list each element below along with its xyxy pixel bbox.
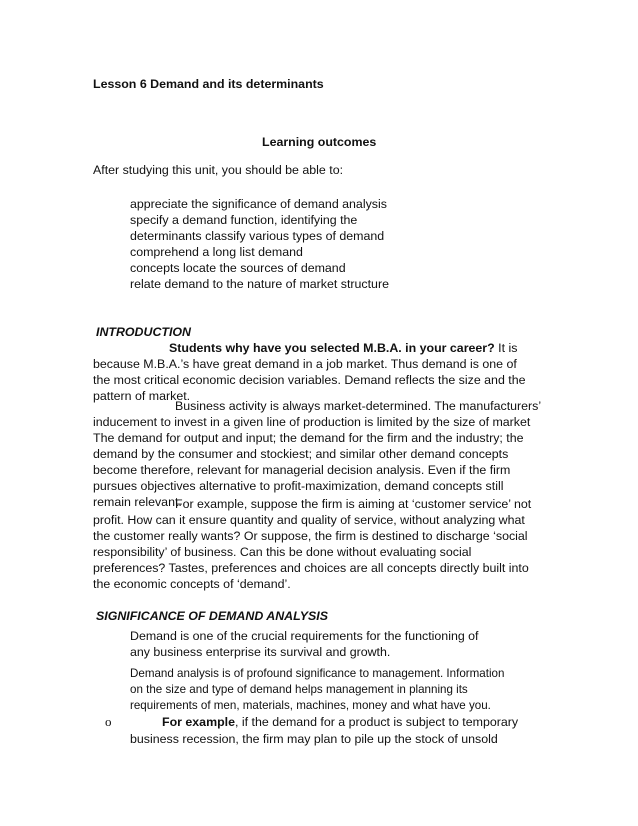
paragraph-line: any business enterprise its survival and growth.: [130, 645, 391, 659]
outcome-line: comprehend a long list demand: [130, 245, 303, 259]
outcome-line: appreciate the significance of demand analysis: [130, 197, 387, 211]
paragraph-line: requirements of men, materials, machines, money and what have you.: [130, 699, 491, 712]
example-text: , if the demand for a product is subject to temporary: [235, 715, 519, 729]
outcome-line: specify a demand function, identifying the: [130, 213, 358, 227]
paragraph-line: preferences? Tastes, preferences and choices are all concepts directly built into: [93, 561, 529, 575]
paragraph-line: profit. How can it ensure quantity and quality of service, without analyzing what: [93, 513, 525, 527]
outcome-line: determinants classify various types of demand: [130, 229, 385, 243]
paragraph-line: because M.B.A.’s have great demand in a job market. Thus demand is one of: [93, 357, 517, 371]
example-line: [162, 714, 518, 730]
paragraph-first-line: Business activity is always market-determined. The manufacturers’: [175, 399, 542, 413]
paragraph-line: pattern of market.: [93, 389, 191, 403]
outcome-line: concepts locate the sources of demand: [130, 261, 346, 275]
paragraph-line: Demand analysis is of profound significance to management. Information: [130, 667, 505, 680]
paragraph-line: the most critical economic decision variables. Demand reflects the size and the: [93, 373, 526, 387]
paragraph-line: The demand for output and input; the demand for the firm and the industry; the: [93, 431, 524, 445]
paragraph-line: Demand is one of the crucial requirements for the functioning of: [130, 629, 479, 643]
example-label: For example: [162, 715, 235, 729]
paragraph-line: inducement to invest in a given line of production is limited by the size of market: [93, 415, 531, 429]
introduction-heading: INTRODUCTION: [96, 325, 191, 339]
paragraph-line: become therefore, relevant for managerial decision analysis. Even if the firm: [93, 463, 511, 477]
bullet-marker-icon: o: [105, 714, 112, 729]
paragraph-line: on the size and type of demand helps management in planning its: [130, 683, 468, 696]
paragraph-first-line: For example, suppose the firm is aiming at ‘customer service’ not: [175, 497, 532, 511]
intro-question: Students why have you selected M.B.A. in your career?: [169, 341, 495, 355]
paragraph-line: remain relevant.: [93, 495, 182, 509]
intro-question-line: [169, 340, 517, 356]
paragraph-line: responsibility’ of business. Can this be done without evaluating social: [93, 545, 472, 559]
outcomes-heading: Learning outcomes: [262, 135, 377, 149]
paragraph-line: pursues objectives alternative to profit-maximization, demand concepts still: [93, 479, 504, 493]
significance-heading: SIGNIFICANCE OF DEMAND ANALYSIS: [96, 609, 328, 623]
example-line-2: business recession, the firm may plan to pile up the stock of unsold: [130, 732, 498, 746]
paragraph-line: the customer really wants? Or suppose, the firm is destined to discharge ‘social: [93, 529, 528, 543]
intro-question-tail: It is: [494, 341, 518, 355]
outcome-line: relate demand to the nature of market structure: [130, 277, 389, 291]
paragraph-line: the economic concepts of ‘demand’.: [93, 577, 291, 591]
paragraph-line: demand by the consumer and stockiest; and similar other demand concepts: [93, 447, 509, 461]
lesson-title: Lesson 6 Demand and its determinants: [93, 77, 324, 91]
outcomes-intro: After studying this unit, you should be able to:: [93, 163, 344, 177]
